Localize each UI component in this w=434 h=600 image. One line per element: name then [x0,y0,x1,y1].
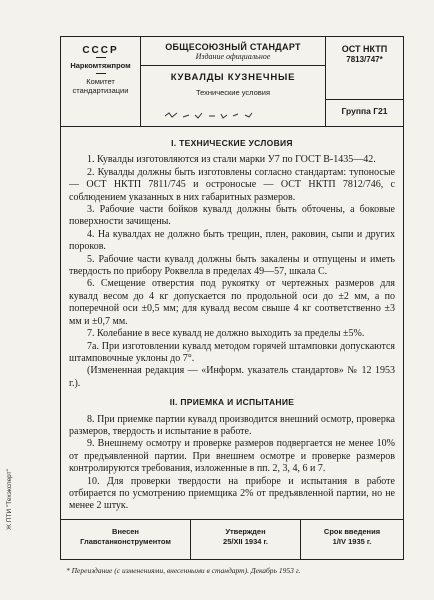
term-cell [301,520,403,559]
introduced-label: Внесен [112,527,139,536]
side-watermark: Ж ПТИ "Техэксперт" [6,469,13,530]
title-column [141,37,325,126]
subject-title: Технические условия [195,88,271,97]
paragraph: 2. Кувалды должны быть изготовлены согласно стандартам: тупоносые — ОСТ НКТП 7811/745 и остроносые — ОСТ НКТП 7812/746, с соблюдением указанных в них габаритных размеров. [69,166,395,203]
paragraph: 7а. При изготовлении кувалд методом горячей штамповки допускаются штамповочные уклоны до 7°. [69,340,395,364]
footer-block [61,519,403,559]
paragraph: 4. На кувалдах не должно быть трещин, плен, раковин, сыпи и других пороков. [69,228,395,253]
code-line-1: ОСТ НКТП [341,44,388,54]
paragraph: 6. Смещение отверстия под рукоятку от чертежных размеров для кувалд весом до 4 кг допускается по продольной оси до ±2 мм, а по поперечной оси ±0,5 мм; для кувалд весом свыше 4 кг соответственно ±3 мм и ±0,7 мм. [69,278,395,327]
committee-label-2: стандартизации [72,86,129,95]
ministry-label: Наркомтяжпром [70,61,131,70]
standard-document-frame [60,36,404,560]
group-label: Группа Г21 [341,106,388,116]
issuer-column [61,37,141,126]
paragraph: 5. Рабочие части кувалд должны быть закалены и отпущены и иметь твердость по прибору Роквелла в пределах 49—57, шкала С. [69,253,395,278]
paragraph: 10. Для проверки твердости на приборе и испытания в работе отбирается по усмотрению приемщика 2% от предъявленной партии, но не менее 2 штук. [69,475,395,512]
paragraph: 7. Колебание в весе кувалд не должно выходить за пределы ±5%. [87,328,365,340]
approved-label: Утвержден [225,527,266,536]
paragraph: 1. Кувалды изготовляются из стали марки У7 по ГОСТ В-1435—42. [87,154,376,166]
term-label: Срок введения [323,527,381,536]
paragraph: 3. Рабочие части бойков кувалд должны быть обточены, а боковые поверхности зачищены. [69,204,395,228]
standard-subtitle: Издание официальное [195,52,271,61]
code-line-2: 7813/747* [346,55,383,64]
header-block [61,37,403,127]
paragraph: 8. При приемке партии кувалд производится внешний осмотр, проверка размеров, твердость и испытание в работе. [69,413,395,437]
section-title: II. ПРИЕМКА И ИСПЫТАНИЕ [169,397,295,408]
document-body [69,133,395,513]
committee-label-1: Комитет [86,77,115,86]
approved-date: 25/XII 1934 г. [223,536,268,546]
term-date: 1/IV 1935 г. [332,536,372,546]
section-title: I. ТЕХНИЧЕСКИЕ УСЛОВИЯ [171,138,293,148]
handwritten-mark [161,109,281,123]
code-column [325,37,403,126]
introduced-cell [61,520,191,559]
paragraph: 9. Внешнему осмотру и проверке размеров подвергается не менее 10% от предъявленной партии. При внешнем осмотре и проверке размеров контролируются требования, изложенные в пп. 2, 3, 4, 6 и 7. [69,438,395,475]
amendment-note: (Измененная редакция — «Информ. указатель стандартов» № 12 1953 г.). [69,365,395,389]
introduced-by: Главстанконструментом [80,536,171,546]
reissue-note: * Переиздание (с изменениями, внесенными в стандарт). Декабрь 1953 г. [66,566,301,575]
product-title: КУВАЛДЫ КУЗНЕЧНЫЕ [170,72,296,83]
standard-title: ОБЩЕСОЮЗНЫЙ СТАНДАРТ [165,42,301,52]
approved-cell [191,520,301,559]
country-label: СССР [82,45,119,56]
